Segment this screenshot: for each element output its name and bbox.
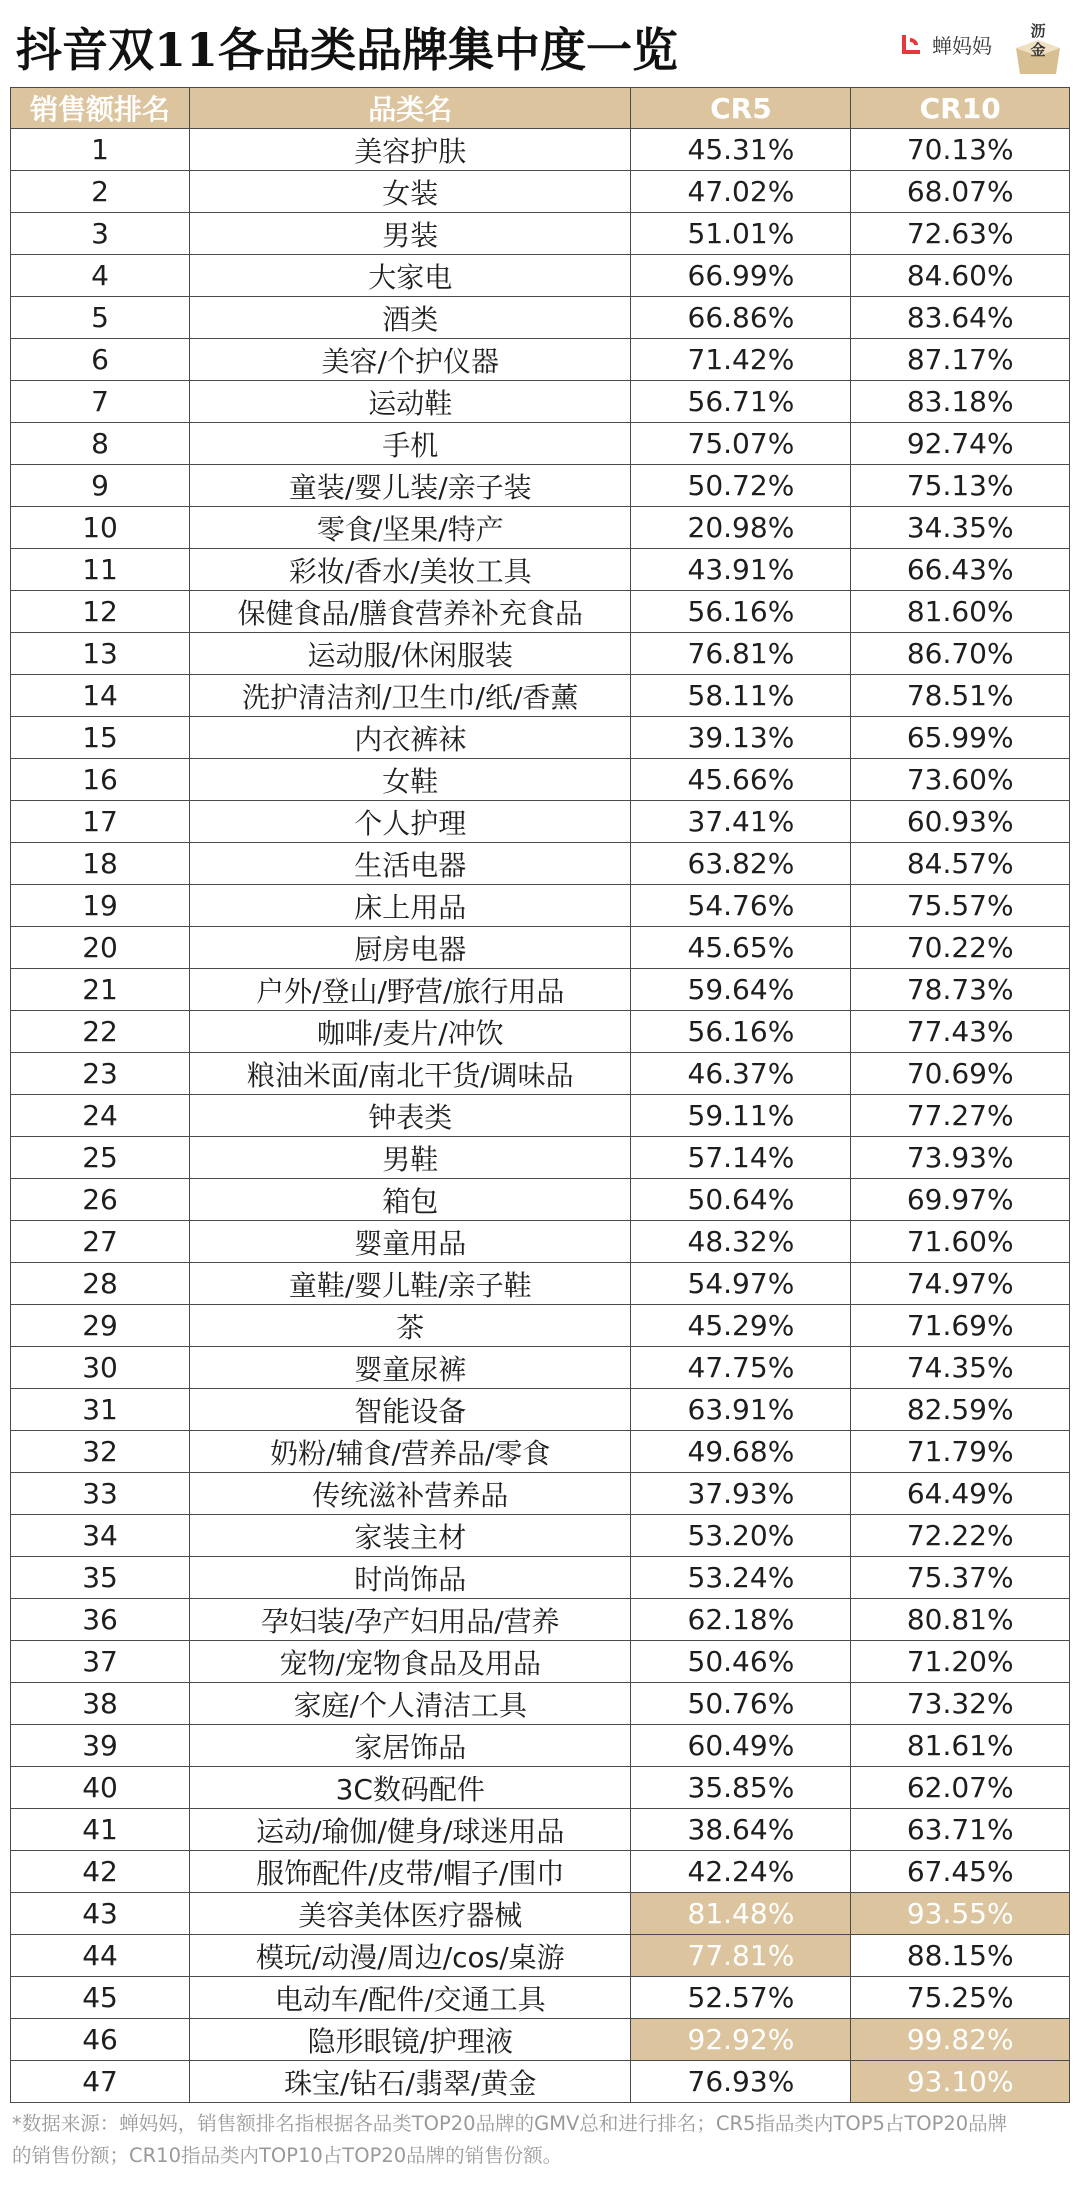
cr5-cell: 76.81% [631, 633, 851, 675]
cr10-cell: 68.07% [851, 171, 1070, 213]
rank-cell: 26 [11, 1179, 190, 1221]
cr5-cell: 60.49% [631, 1725, 851, 1767]
category-cell: 运动鞋 [190, 381, 631, 423]
cr5-cell: 56.16% [631, 1011, 851, 1053]
cr5-cell: 46.37% [631, 1053, 851, 1095]
cr10-cell: 84.60% [851, 255, 1070, 297]
cr10-cell: 71.79% [851, 1431, 1070, 1473]
category-cell: 家庭/个人清洁工具 [190, 1683, 631, 1725]
category-cell: 内衣裤袜 [190, 717, 631, 759]
rank-cell: 39 [11, 1725, 190, 1767]
rank-cell: 24 [11, 1095, 190, 1137]
cr5-cell: 77.81% [631, 1935, 851, 1977]
rank-cell: 22 [11, 1011, 190, 1053]
rank-cell: 5 [11, 297, 190, 339]
rank-cell: 20 [11, 927, 190, 969]
category-cell: 手机 [190, 423, 631, 465]
rank-cell: 4 [11, 255, 190, 297]
category-cell: 运动服/休闲服装 [190, 633, 631, 675]
rank-cell: 3 [11, 213, 190, 255]
cr10-cell: 92.74% [851, 423, 1070, 465]
cr10-cell: 88.15% [851, 1935, 1070, 1977]
category-cell: 家居饰品 [190, 1725, 631, 1767]
category-cell: 运动/瑜伽/健身/球迷用品 [190, 1809, 631, 1851]
rank-cell: 15 [11, 717, 190, 759]
cr10-cell: 83.64% [851, 297, 1070, 339]
cr10-cell: 73.60% [851, 759, 1070, 801]
table-row [11, 675, 1070, 717]
table-row [11, 1641, 1070, 1683]
rank-cell: 2 [11, 171, 190, 213]
table-row [11, 633, 1070, 675]
rank-cell: 14 [11, 675, 190, 717]
category-cell: 电动车/配件/交通工具 [190, 1977, 631, 2019]
table-row [11, 969, 1070, 1011]
rank-cell: 42 [11, 1851, 190, 1893]
category-cell: 时尚饰品 [190, 1557, 631, 1599]
cr5-cell: 62.18% [631, 1599, 851, 1641]
cr10-cell: 77.27% [851, 1095, 1070, 1137]
cr5-cell: 35.85% [631, 1767, 851, 1809]
table-row [11, 1893, 1070, 1935]
cr5-cell: 50.64% [631, 1179, 851, 1221]
category-cell: 男鞋 [190, 1137, 631, 1179]
cr5-cell: 57.14% [631, 1137, 851, 1179]
cr10-cell: 73.32% [851, 1683, 1070, 1725]
cr5-cell: 75.07% [631, 423, 851, 465]
category-cell: 厨房电器 [190, 927, 631, 969]
table-row [11, 129, 1070, 171]
rank-cell: 31 [11, 1389, 190, 1431]
rank-cell: 44 [11, 1935, 190, 1977]
table-row [11, 1557, 1070, 1599]
header-rank: 销售额排名 [11, 88, 190, 129]
cr10-cell: 62.07% [851, 1767, 1070, 1809]
table-row [11, 717, 1070, 759]
table-row [11, 339, 1070, 381]
cr10-cell: 75.25% [851, 1977, 1070, 2019]
cr5-cell: 56.71% [631, 381, 851, 423]
table-row [11, 1767, 1070, 1809]
cr5-cell: 81.48% [631, 1893, 851, 1935]
table-row [11, 801, 1070, 843]
cr5-cell: 39.13% [631, 717, 851, 759]
category-cell: 洗护清洁剂/卫生巾/纸/香薰 [190, 675, 631, 717]
rank-cell: 19 [11, 885, 190, 927]
rank-cell: 17 [11, 801, 190, 843]
table-row [11, 1053, 1070, 1095]
rank-cell: 13 [11, 633, 190, 675]
table-row [11, 1935, 1070, 1977]
footnote [12, 2108, 1068, 2172]
header [0, 0, 1080, 87]
cr10-cell: 93.55% [851, 1893, 1070, 1935]
table-row [11, 1851, 1070, 1893]
cr5-cell: 51.01% [631, 213, 851, 255]
cr5-cell: 20.98% [631, 507, 851, 549]
category-cell: 女装 [190, 171, 631, 213]
cr5-cell: 37.41% [631, 801, 851, 843]
cr10-cell: 78.51% [851, 675, 1070, 717]
cr5-cell: 50.72% [631, 465, 851, 507]
rank-cell: 12 [11, 591, 190, 633]
category-cell: 奶粉/辅食/营养品/零食 [190, 1431, 631, 1473]
table-row [11, 1725, 1070, 1767]
rank-cell: 11 [11, 549, 190, 591]
cr10-cell: 87.17% [851, 339, 1070, 381]
cr10-cell: 67.45% [851, 1851, 1070, 1893]
table-row [11, 1389, 1070, 1431]
rank-cell: 32 [11, 1431, 190, 1473]
table-body [11, 129, 1070, 2103]
table-row [11, 549, 1070, 591]
cr5-cell: 66.86% [631, 297, 851, 339]
table-row [11, 297, 1070, 339]
rank-cell: 23 [11, 1053, 190, 1095]
cr10-cell: 60.93% [851, 801, 1070, 843]
rank-cell: 27 [11, 1221, 190, 1263]
cr10-cell: 81.61% [851, 1725, 1070, 1767]
rank-cell: 6 [11, 339, 190, 381]
cr5-cell: 45.31% [631, 129, 851, 171]
cr5-cell: 49.68% [631, 1431, 851, 1473]
rank-cell: 9 [11, 465, 190, 507]
cr10-cell: 75.37% [851, 1557, 1070, 1599]
cr10-cell: 74.35% [851, 1347, 1070, 1389]
table-row [11, 1305, 1070, 1347]
table-row [11, 843, 1070, 885]
cr10-cell: 93.10% [851, 2061, 1070, 2103]
cr10-cell: 78.73% [851, 969, 1070, 1011]
cr10-cell: 64.49% [851, 1473, 1070, 1515]
cr10-cell: 77.43% [851, 1011, 1070, 1053]
header-cr5: CR5 [631, 88, 851, 129]
cr10-cell: 99.82% [851, 2019, 1070, 2061]
rank-cell: 29 [11, 1305, 190, 1347]
table-row [11, 1683, 1070, 1725]
category-cell: 美容/个护仪器 [190, 339, 631, 381]
rank-cell: 43 [11, 1893, 190, 1935]
cr5-cell: 54.76% [631, 885, 851, 927]
category-cell: 孕妇装/孕产妇用品/营养 [190, 1599, 631, 1641]
category-cell: 零食/坚果/特产 [190, 507, 631, 549]
rank-cell: 40 [11, 1767, 190, 1809]
table-row [11, 1473, 1070, 1515]
rank-cell: 45 [11, 1977, 190, 2019]
table-row [11, 759, 1070, 801]
rank-cell: 34 [11, 1515, 190, 1557]
table-row [11, 1599, 1070, 1641]
cr10-cell: 74.97% [851, 1263, 1070, 1305]
cr10-cell: 75.57% [851, 885, 1070, 927]
category-cell: 隐形眼镜/护理液 [190, 2019, 631, 2061]
cr10-cell: 71.69% [851, 1305, 1070, 1347]
cr5-cell: 50.46% [631, 1641, 851, 1683]
category-cell: 婴童用品 [190, 1221, 631, 1263]
brand-concentration-table [10, 87, 1070, 2103]
category-cell: 男装 [190, 213, 631, 255]
cr10-cell: 73.93% [851, 1137, 1070, 1179]
cr10-cell: 71.20% [851, 1641, 1070, 1683]
cr5-cell: 47.75% [631, 1347, 851, 1389]
table-row [11, 213, 1070, 255]
cr10-cell: 86.70% [851, 633, 1070, 675]
table-row [11, 1515, 1070, 1557]
category-cell: 生活电器 [190, 843, 631, 885]
table-row [11, 1011, 1070, 1053]
cr5-cell: 59.64% [631, 969, 851, 1011]
cr5-cell: 53.24% [631, 1557, 851, 1599]
cr10-cell: 82.59% [851, 1389, 1070, 1431]
category-cell: 户外/登山/野营/旅行用品 [190, 969, 631, 1011]
cr5-cell: 63.82% [631, 843, 851, 885]
cr5-cell: 38.64% [631, 1809, 851, 1851]
rank-cell: 41 [11, 1809, 190, 1851]
category-cell: 酒类 [190, 297, 631, 339]
cr10-cell: 72.63% [851, 213, 1070, 255]
table-row [11, 1263, 1070, 1305]
header-cr10: CR10 [851, 88, 1070, 129]
category-cell: 床上用品 [190, 885, 631, 927]
table-row [11, 381, 1070, 423]
rank-cell: 28 [11, 1263, 190, 1305]
rank-cell: 36 [11, 1599, 190, 1641]
cr10-cell: 65.99% [851, 717, 1070, 759]
cr10-cell: 70.69% [851, 1053, 1070, 1095]
rank-cell: 10 [11, 507, 190, 549]
brand [898, 30, 992, 59]
rank-cell: 16 [11, 759, 190, 801]
rank-cell: 30 [11, 1347, 190, 1389]
table-row [11, 885, 1070, 927]
badge-text [1010, 22, 1066, 60]
cr5-cell: 48.32% [631, 1221, 851, 1263]
rank-cell: 25 [11, 1137, 190, 1179]
category-cell: 箱包 [190, 1179, 631, 1221]
table-header-row [11, 88, 1070, 129]
cr5-cell: 47.02% [631, 171, 851, 213]
rank-cell: 46 [11, 2019, 190, 2061]
cr5-cell: 59.11% [631, 1095, 851, 1137]
category-cell: 服饰配件/皮带/帽子/围巾 [190, 1851, 631, 1893]
rank-cell: 7 [11, 381, 190, 423]
cr5-cell: 58.11% [631, 675, 851, 717]
cr5-cell: 45.29% [631, 1305, 851, 1347]
table-row [11, 2019, 1070, 2061]
footnote-line: 的销售份额；CR10指品类内TOP10占TOP20品牌的销售份额。 [12, 2144, 563, 2167]
page-title: 抖音双11各品类品牌集中度一览 [16, 23, 679, 77]
category-cell: 3C数码配件 [190, 1767, 631, 1809]
category-cell: 美容美体医疗器械 [190, 1893, 631, 1935]
category-cell: 粮油米面/南北干货/调味品 [190, 1053, 631, 1095]
table-row [11, 1809, 1070, 1851]
table-row [11, 927, 1070, 969]
table-row [11, 1977, 1070, 2019]
cr10-cell: 63.71% [851, 1809, 1070, 1851]
cr5-cell: 76.93% [631, 2061, 851, 2103]
rank-cell: 37 [11, 1641, 190, 1683]
table-row [11, 1347, 1070, 1389]
cr10-cell: 71.60% [851, 1221, 1070, 1263]
category-cell: 钟表类 [190, 1095, 631, 1137]
category-cell: 家装主材 [190, 1515, 631, 1557]
category-cell: 彩妆/香水/美妆工具 [190, 549, 631, 591]
cr5-cell: 52.57% [631, 1977, 851, 2019]
cr10-cell: 70.22% [851, 927, 1070, 969]
cr5-cell: 37.93% [631, 1473, 851, 1515]
category-cell: 美容护肤 [190, 129, 631, 171]
table-row [11, 1137, 1070, 1179]
category-cell: 传统滋补营养品 [190, 1473, 631, 1515]
lijin-badge-icon [1010, 22, 1066, 78]
cr10-cell: 80.81% [851, 1599, 1070, 1641]
cr5-cell: 63.91% [631, 1389, 851, 1431]
cr10-cell: 69.97% [851, 1179, 1070, 1221]
category-cell: 珠宝/钻石/翡翠/黄金 [190, 2061, 631, 2103]
category-cell: 咖啡/麦片/冲饮 [190, 1011, 631, 1053]
table-row [11, 591, 1070, 633]
footnote-line: *数据来源：蝉妈妈，销售额排名指根据各品类TOP20品牌的GMV总和进行排名；CR5指品类内TOP5占TOP20品牌 [12, 2112, 1008, 2135]
cr10-cell: 66.43% [851, 549, 1070, 591]
category-cell: 模玩/动漫/周边/cos/桌游 [190, 1935, 631, 1977]
table-row [11, 171, 1070, 213]
cr5-cell: 43.91% [631, 549, 851, 591]
category-cell: 个人护理 [190, 801, 631, 843]
cr5-cell: 42.24% [631, 1851, 851, 1893]
badge-text-top: 沥 [1030, 22, 1046, 40]
cr10-cell: 84.57% [851, 843, 1070, 885]
table-row [11, 465, 1070, 507]
category-cell: 宠物/宠物食品及用品 [190, 1641, 631, 1683]
table-row [11, 1095, 1070, 1137]
cr5-cell: 53.20% [631, 1515, 851, 1557]
table-row [11, 1221, 1070, 1263]
cr5-cell: 50.76% [631, 1683, 851, 1725]
table-row [11, 1431, 1070, 1473]
category-cell: 童鞋/婴儿鞋/亲子鞋 [190, 1263, 631, 1305]
cr5-cell: 54.97% [631, 1263, 851, 1305]
cr5-cell: 71.42% [631, 339, 851, 381]
cr5-cell: 45.65% [631, 927, 851, 969]
cr5-cell: 66.99% [631, 255, 851, 297]
cr10-cell: 70.13% [851, 129, 1070, 171]
rank-cell: 38 [11, 1683, 190, 1725]
rank-cell: 18 [11, 843, 190, 885]
rank-cell: 35 [11, 1557, 190, 1599]
brand-name: 蝉妈妈 [932, 34, 992, 58]
header-category: 品类名 [190, 88, 631, 129]
rank-cell: 8 [11, 423, 190, 465]
rank-cell: 1 [11, 129, 190, 171]
category-cell: 女鞋 [190, 759, 631, 801]
table-row [11, 1179, 1070, 1221]
cr10-cell: 75.13% [851, 465, 1070, 507]
badge-text-bottom: 金 [1030, 41, 1046, 59]
rank-cell: 47 [11, 2061, 190, 2103]
table-row [11, 507, 1070, 549]
category-cell: 大家电 [190, 255, 631, 297]
category-cell: 智能设备 [190, 1389, 631, 1431]
category-cell: 保健食品/膳食营养补充食品 [190, 591, 631, 633]
category-cell: 茶 [190, 1305, 631, 1347]
table-row [11, 255, 1070, 297]
chanmama-logo-icon [898, 32, 924, 58]
table-row [11, 423, 1070, 465]
cr10-cell: 83.18% [851, 381, 1070, 423]
cr10-cell: 34.35% [851, 507, 1070, 549]
category-cell: 童装/婴儿装/亲子装 [190, 465, 631, 507]
cr5-cell: 92.92% [631, 2019, 851, 2061]
cr10-cell: 72.22% [851, 1515, 1070, 1557]
category-cell: 婴童尿裤 [190, 1347, 631, 1389]
cr5-cell: 56.16% [631, 591, 851, 633]
cr10-cell: 81.60% [851, 591, 1070, 633]
rank-cell: 33 [11, 1473, 190, 1515]
rank-cell: 21 [11, 969, 190, 1011]
table-row [11, 2061, 1070, 2103]
cr5-cell: 45.66% [631, 759, 851, 801]
